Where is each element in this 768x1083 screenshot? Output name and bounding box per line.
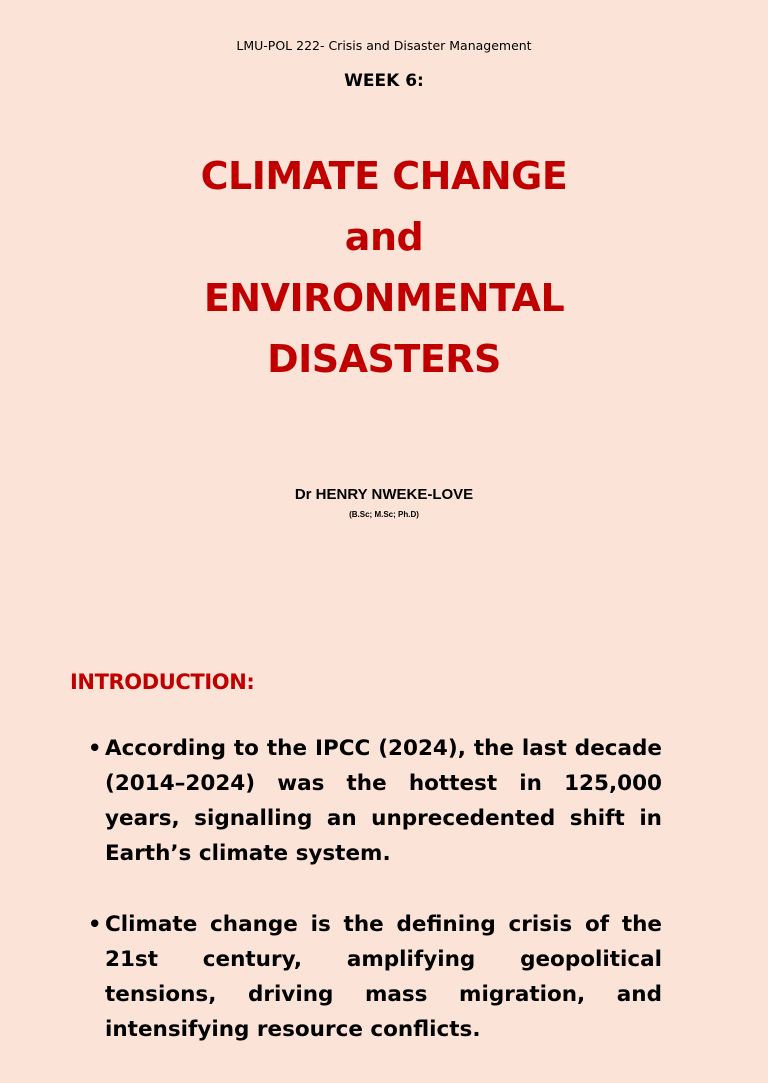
- author-name: Dr HENRY NWEKE-LOVE: [294, 486, 474, 503]
- week-label: WEEK 6:: [344, 71, 424, 91]
- course-code: LMU-POL 222- Crisis and Disaster Management: [236, 38, 532, 53]
- title-line-1: CLIMATE CHANGE: [200, 154, 568, 198]
- title-line-2: and: [344, 215, 424, 259]
- bullet-item: [86, 907, 662, 1047]
- title-line-4: DISASTERS: [267, 337, 501, 381]
- introduction-heading: INTRODUCTION:: [70, 670, 255, 694]
- introduction-bullet-list: [86, 731, 662, 1083]
- bullet-icon: •: [88, 736, 102, 760]
- page-title: [0, 146, 768, 390]
- author-qualifications: (B.Sc; M.Sc; Ph.D): [349, 510, 419, 519]
- title-line-3: ENVIRONMENTAL: [203, 276, 565, 320]
- bullet-text: According to the IPCC (2024), the last decade (2014–2024) was the hottest in 125,000 years, signalling an unprecedented shift in Earth’s climate system.: [105, 736, 662, 866]
- bullet-text: Climate change is the defining crisis of the 21st century, amplifying geopolitical tensions, driving mass migration, and intensifying resource conflicts.: [105, 912, 662, 1042]
- bullet-item: [86, 731, 662, 871]
- bullet-icon: •: [88, 912, 102, 936]
